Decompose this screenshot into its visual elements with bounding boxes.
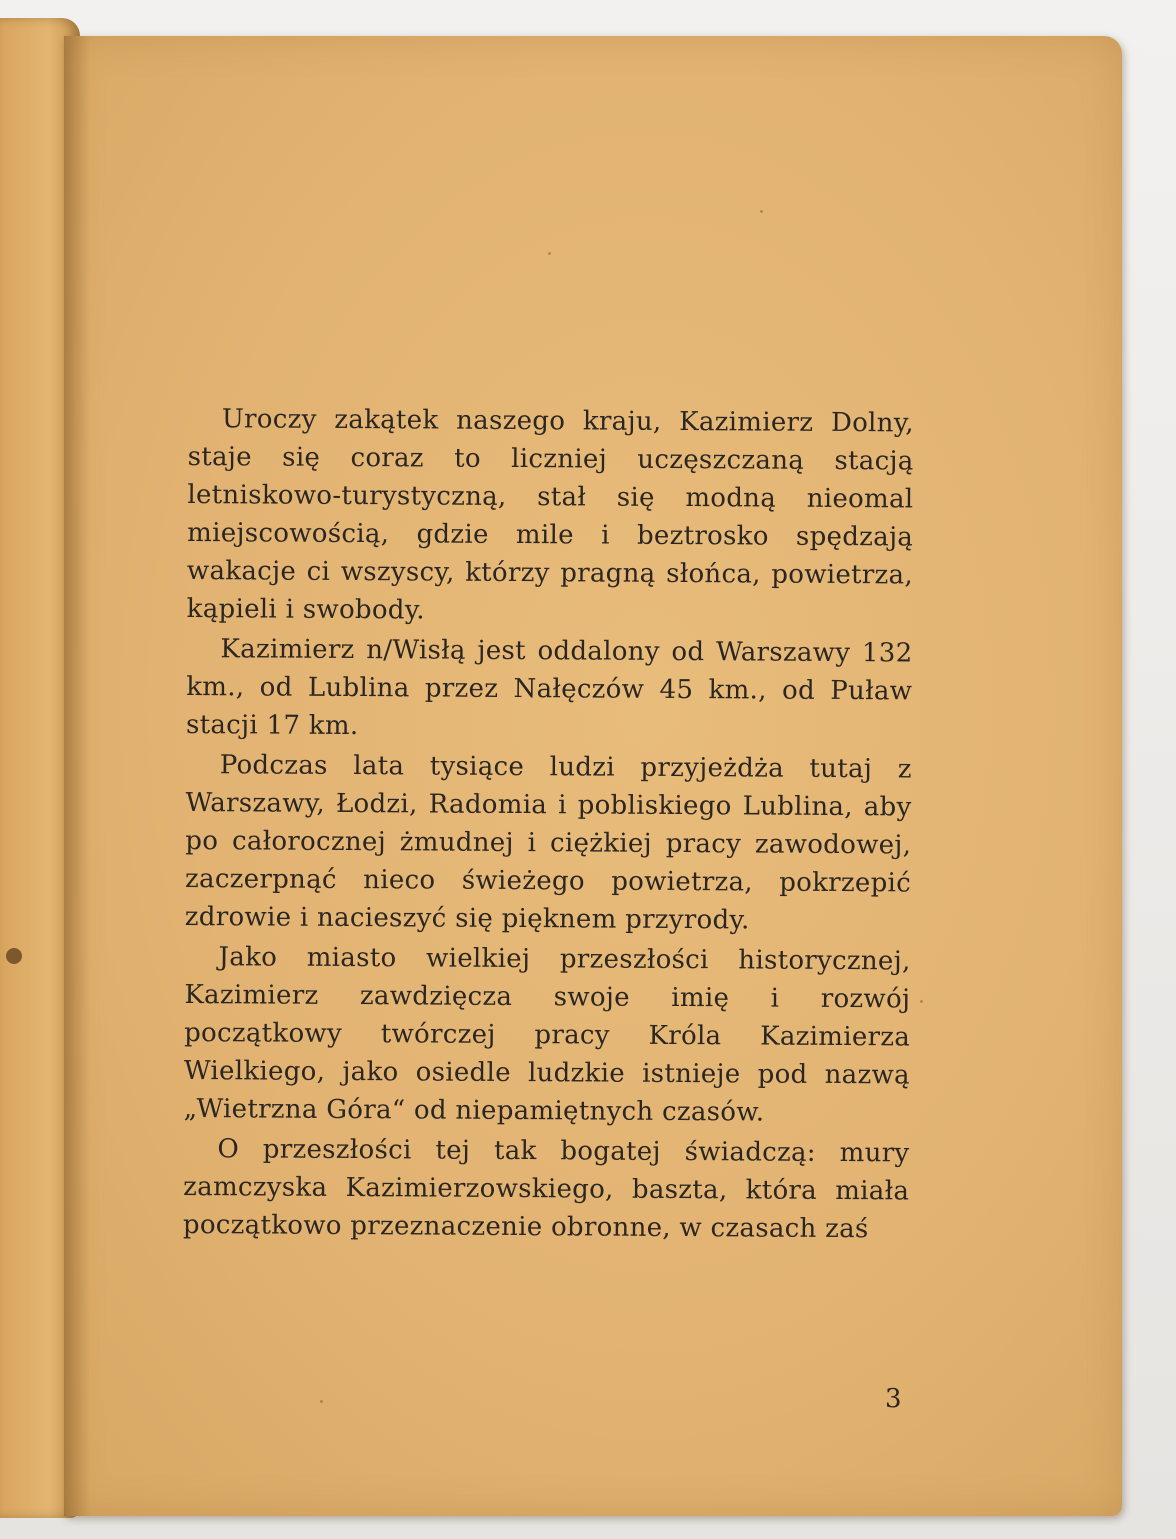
paragraph-5: O przeszłości tej tak bogatej świadczą: mury zamczyska Kazimierzowskiego, baszta, która miała początkowo przeznaczenie obronne, w czasach zaś — [182, 1134, 910, 1245]
paragraph-2: Kazimierz n/Wisłą jest oddalony od Warszawy 132 km., od Lublina przez Nałęczów 45 km., od Puław stacji 17 km. — [185, 634, 913, 742]
body-text — [183, 400, 914, 1250]
page-gutter-shadow — [64, 36, 90, 1516]
paper-fleck — [760, 210, 763, 213]
paragraph-1: Uroczy zakątek naszego kraju, Kazimierz Dolny, staje się coraz to liczniej uczęszczaną stacją letniskowo-turystyczną, stał się modną nieomal miejscowością, gdzie mile i beztrosko spędzają wakacje ci wszyscy, którzy pragną słońca, powietrza, kąpieli i swobody. — [186, 404, 914, 626]
paper-fleck — [320, 1400, 323, 1403]
stain-spot — [6, 948, 22, 964]
paper-fleck — [920, 1000, 923, 1003]
paragraph-3: Podczas lata tysiące ludzi przyjeżdża tutaj z Warszawy, Łodzi, Radomia i pobliskiego Lublina, aby po całorocznej żmudnej i ciężkiej pracy zawodowej, zaczerpnąć nieco świeżego powietrza, pokrzepić zdrowie i nacieszyć się pięknem przyrody. — [184, 750, 912, 936]
paper-fleck — [548, 252, 551, 255]
page-number: 3 — [885, 1384, 902, 1414]
paragraph-4: Jako miasto wielkiej przeszłości historycznej, Kazimierz zawdzięcza swoje imię i rozwój początkowy twórczej pracy Króla Kazimierza Wielkiego, jako osiedle ludzkie istnieje pod nazwą „Wietrzna Góra“ od niepamiętnych czasów. — [183, 942, 911, 1128]
